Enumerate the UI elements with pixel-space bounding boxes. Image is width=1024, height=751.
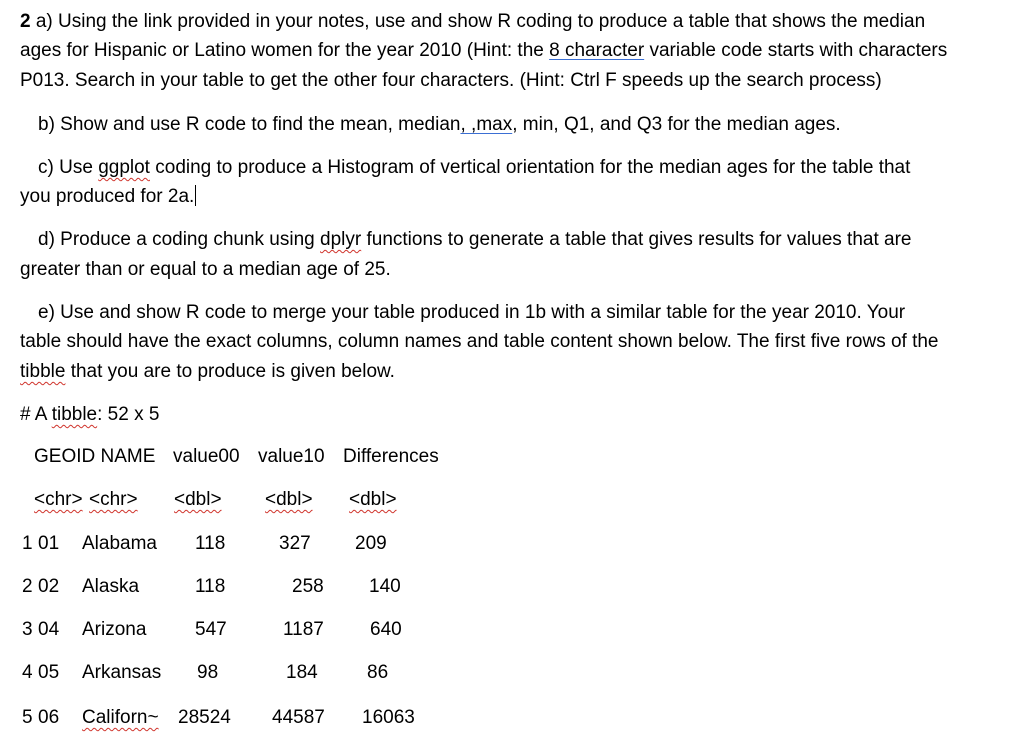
column-type: <dbl>: [265, 489, 313, 510]
cell-value00: 547: [195, 619, 227, 640]
column-type: <chr>: [89, 489, 138, 510]
cell-name: Alabama: [82, 533, 157, 554]
question-2e-line-2: table should have the exact columns, column names and table content shown below. The first five rows of the: [20, 331, 939, 352]
question-2d-line-1: d) Produce a coding chunk using dplyr functions to generate a table that gives results for values that are: [38, 229, 912, 250]
cell-value10: 44587: [272, 707, 325, 728]
question-2c-line-2[interactable]: you produced for 2a.: [20, 186, 195, 207]
row-index: 4: [22, 662, 33, 683]
grammar-underline: 8 character: [549, 40, 645, 61]
question-2b: b) Show and use R code to find the mean, median, ,max, min, Q1, and Q3 for the median ages.: [38, 114, 841, 135]
question-2e-line-3: tibble that you are to produce is given below.: [20, 361, 395, 382]
cell-differences: 86: [367, 662, 389, 683]
cell-differences: 140: [369, 576, 401, 597]
cell-geoid: 01: [38, 533, 60, 554]
question-2a-line-3: P013. Search in your table to get the other four characters. (Hint: Ctrl F speeds up the search process): [20, 70, 882, 91]
cell-name: Arizona: [82, 619, 147, 640]
column-type: <dbl>: [174, 489, 222, 510]
row-index: 2: [22, 576, 33, 597]
cell-differences: 209: [355, 533, 387, 554]
cell-value10: 258: [292, 576, 324, 597]
question-2e-line-1: e) Use and show R code to merge your table produced in 1b with a similar table for the year 2010. Your: [38, 302, 906, 323]
column-type: <dbl>: [349, 489, 397, 510]
question-2a-line-1: 2 a) Using the link provided in your notes, use and show R coding to produce a table that shows the median: [20, 11, 926, 32]
cell-differences: 16063: [362, 707, 415, 728]
spellcheck-word: dplyr: [320, 229, 362, 250]
row-index: 1: [22, 533, 33, 554]
column-header: Differences: [343, 446, 439, 467]
cell-value00: 98: [197, 662, 219, 683]
cell-geoid: 04: [38, 619, 60, 640]
cell-value10: 327: [279, 533, 311, 554]
row-index: 5: [22, 707, 33, 728]
cell-value00: 118: [195, 576, 226, 597]
grammar-underline: , ,max: [460, 114, 513, 135]
cell-value00: 28524: [178, 707, 231, 728]
question-2d-line-2: greater than or equal to a median age of 25.: [20, 259, 391, 280]
column-header: value10: [258, 446, 325, 467]
question-number: 2: [20, 11, 31, 32]
cell-geoid: 05: [38, 662, 60, 683]
column-header: GEOID NAME: [34, 446, 156, 467]
cell-value00: 118: [195, 533, 226, 554]
cell-name: Californ~: [82, 707, 159, 728]
cell-value10: 184: [286, 662, 318, 683]
spellcheck-word: tibble: [20, 361, 66, 382]
text-cursor: [195, 185, 196, 206]
cell-geoid: 06: [38, 707, 60, 728]
question-2c-line-1: c) Use ggplot coding to produce a Histogram of vertical orientation for the median ages for the table that: [38, 157, 911, 178]
spellcheck-word: ggplot: [98, 157, 150, 178]
cell-differences: 640: [370, 619, 402, 640]
column-header: value00: [173, 446, 240, 467]
row-index: 3: [22, 619, 33, 640]
column-type: <chr>: [34, 489, 83, 510]
cell-value10: 1187: [283, 619, 324, 640]
question-2a-line-2: ages for Hispanic or Latino women for the year 2010 (Hint: the 8 character variable code starts with characters: [20, 40, 948, 61]
cell-geoid: 02: [38, 576, 60, 597]
cell-name: Alaska: [82, 576, 140, 597]
cell-name: Arkansas: [82, 662, 162, 683]
spellcheck-word: tibble: [51, 404, 98, 425]
tibble-caption: # A tibble: 52 x 5: [20, 404, 160, 425]
